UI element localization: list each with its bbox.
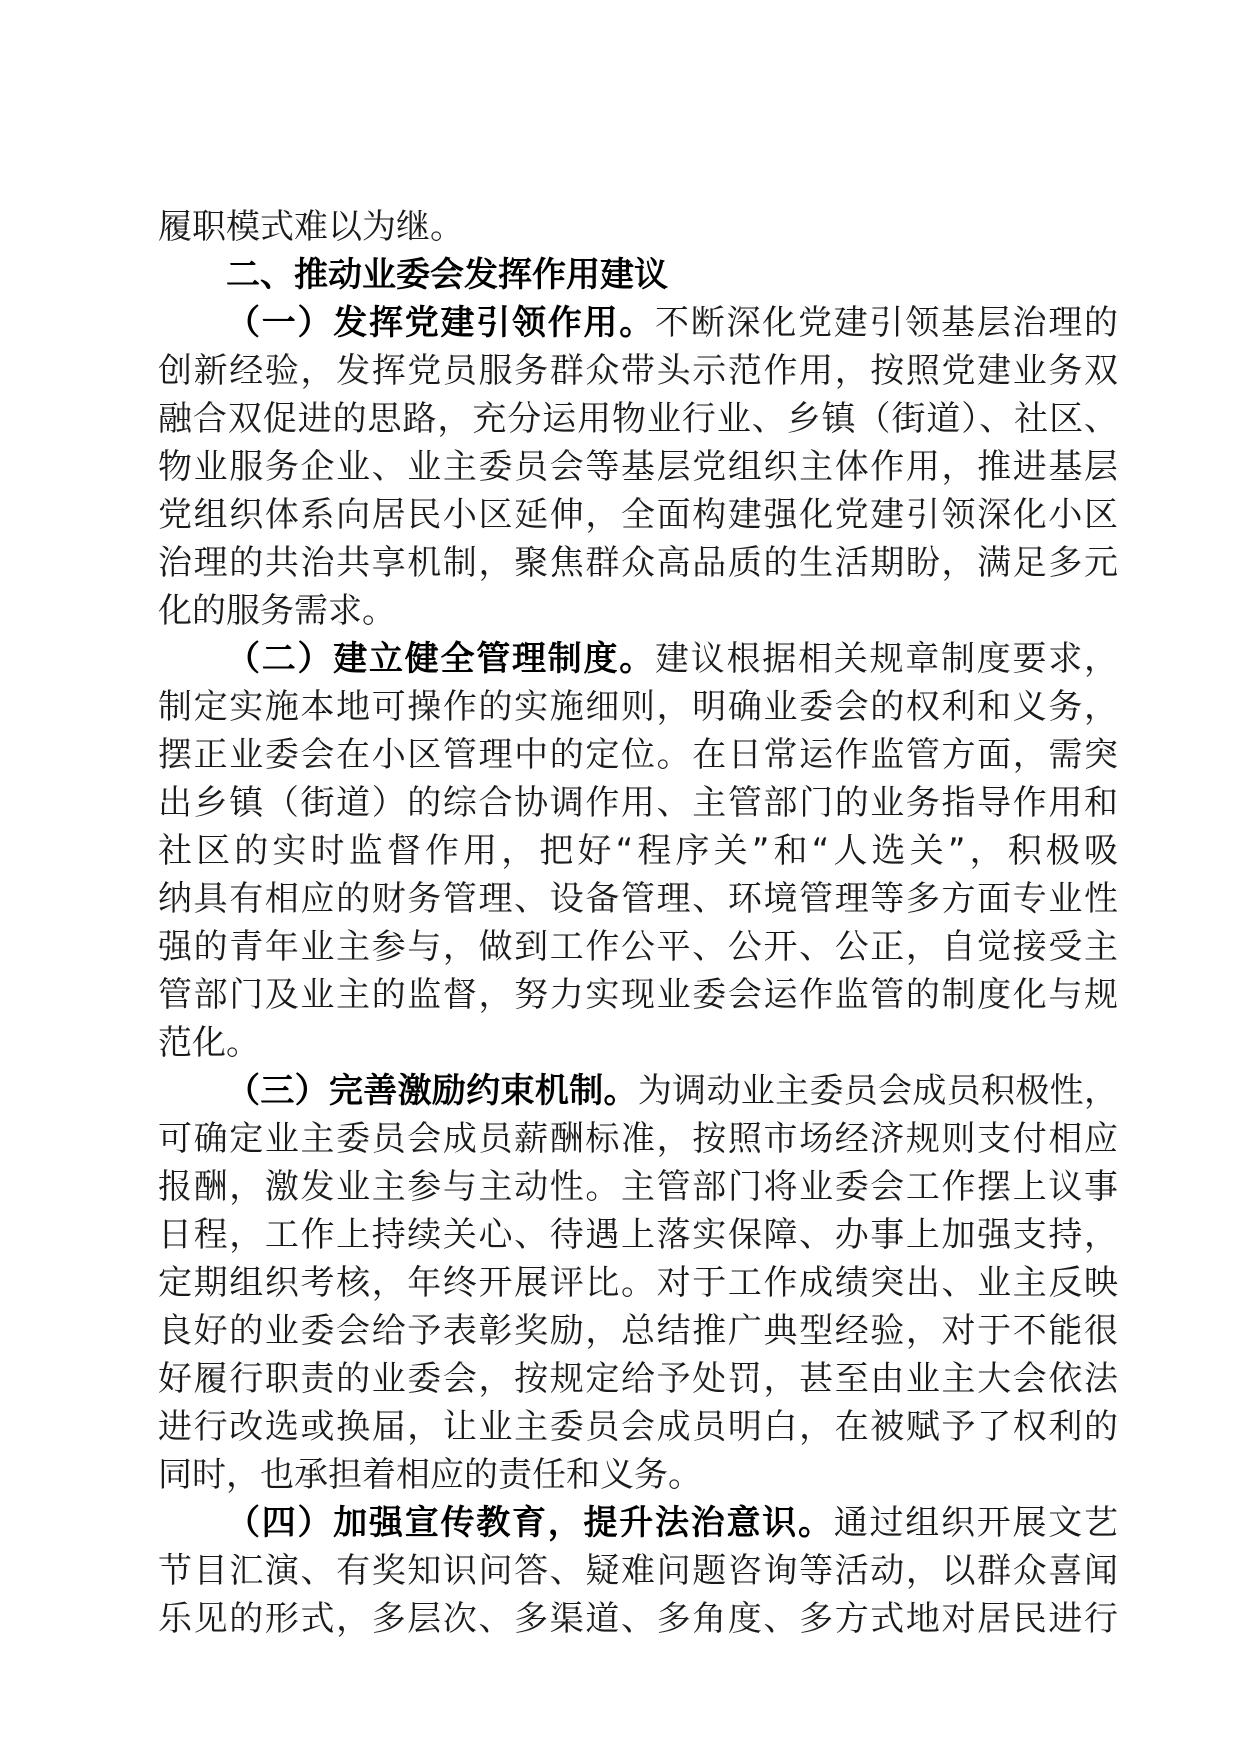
p3-title: （三）完善激励约束机制。 (226, 1071, 638, 1111)
p4-title: （四）加强宣传教育，提升法治意识。 (226, 1503, 834, 1543)
p1-first-line (226, 299, 1118, 347)
p4-line: 节目汇演、有奖知识问答、疑难问题咨询等活动，以群众喜闻 (158, 1551, 1118, 1591)
p2-line: 纳具有相应的财务管理、设备管理、环境管理等多方面专业性 (158, 879, 1118, 919)
p1-line: 物业服务企业、业主委员会等基层党组织主体作用，推进基层 (158, 447, 1118, 487)
p2-line: 强的青年业主参与，做到工作公平、公开、公正，自觉接受主 (158, 927, 1118, 967)
p3-line: 定期组织考核，年终开展评比。对于工作成绩突出、业主反映 (158, 1263, 1118, 1303)
p3-line: 进行改选或换届，让业主委员会成员明白，在被赋予了权利的 (158, 1407, 1118, 1447)
p2-line: 管部门及业主的监督，努力实现业委会运作监管的制度化与规 (158, 975, 1118, 1015)
p3-line: 日程，工作上持续关心、待遇上落实保障、办事上加强支持， (158, 1215, 1118, 1255)
p2-text: 建议根据相关规章制度要求， (655, 639, 1118, 679)
p4-first-line (226, 1499, 1118, 1547)
p1-text: 不断深化党建引领基层治理的 (655, 303, 1118, 343)
p1-line: 化的服务需求。 (158, 591, 396, 631)
p3-line: 报酬，激发业主参与主动性。主管部门将业委会工作摆上议事 (158, 1167, 1118, 1207)
section-heading: 二、推动业委会发挥作用建议 (226, 255, 668, 295)
p2-line: 社区的实时监督作用，把好“程序关”和“人选关”，积极吸 (158, 831, 1118, 871)
p2-first-line (226, 635, 1118, 683)
p3-first-line (226, 1067, 1118, 1115)
p2-line: 摆正业委会在小区管理中的定位。在日常运作监管方面，需突 (158, 735, 1118, 775)
p3-line: 好履行职责的业委会，按规定给予处罚，甚至由业主大会依法 (158, 1359, 1118, 1399)
p1-line: 党组织体系向居民小区延伸，全面构建强化党建引领深化小区 (158, 495, 1118, 535)
p1-title: （一）发挥党建引领作用。 (226, 303, 655, 343)
p1-line: 融合双促进的思路，充分运用物业行业、乡镇（街道）、社区、 (158, 399, 1118, 439)
p3-text: 为调动业主委员会成员积极性， (637, 1071, 1119, 1111)
p2-title: （二）建立健全管理制度。 (226, 639, 655, 679)
p2-line: 出乡镇（街道）的综合协调作用、主管部门的业务指导作用和 (158, 783, 1118, 823)
p1-line: 创新经验，发挥党员服务群众带头示范作用，按照党建业务双 (158, 351, 1118, 391)
p3-line: 同时，也承担着相应的责任和义务。 (158, 1455, 702, 1495)
p1-line: 治理的共治共享机制，聚焦群众高品质的生活期盼，满足多元 (158, 543, 1118, 583)
p3-line: 可确定业主委员会成员薪酬标准，按照市场经济规则支付相应 (158, 1119, 1118, 1159)
p2-line: 范化。 (158, 1023, 260, 1063)
p2-line: 制定实施本地可操作的实施细则，明确业委会的权利和义务， (158, 687, 1118, 727)
p3-line: 良好的业委会给予表彰奖励，总结推广典型经验，对于不能很 (158, 1311, 1118, 1351)
continuation-line: 履职模式难以为继。 (158, 207, 464, 247)
p4-text: 通过组织开展文艺 (833, 1503, 1118, 1543)
p4-line: 乐见的形式，多层次、多渠道、多角度、多方式地对居民进行 (158, 1599, 1118, 1639)
